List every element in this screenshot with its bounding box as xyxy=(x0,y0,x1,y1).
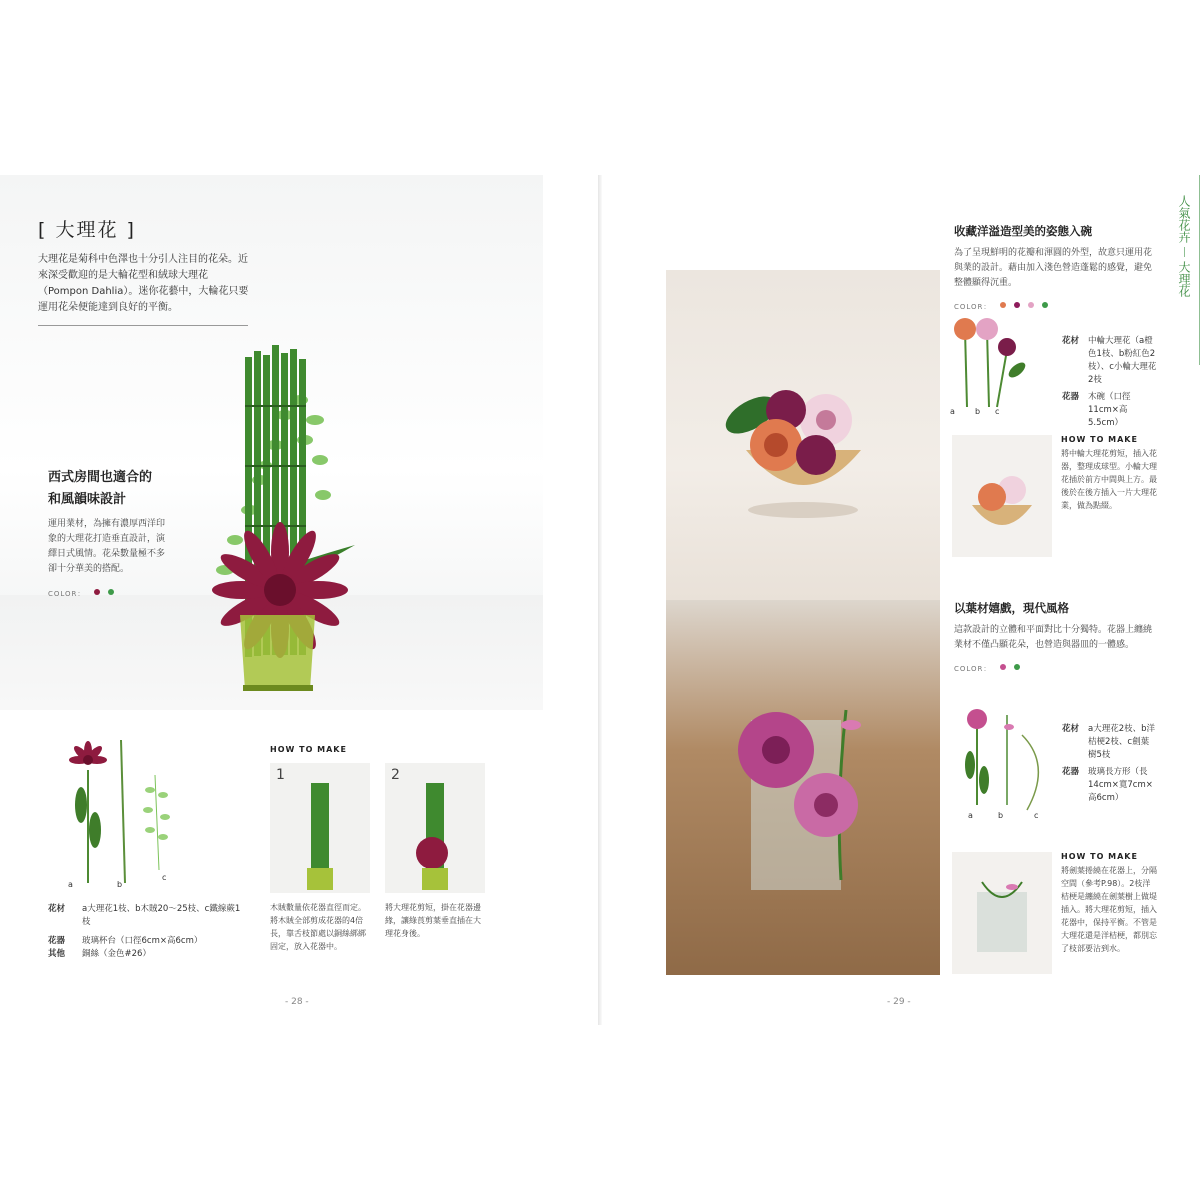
color-dot-pink xyxy=(1028,302,1034,308)
chapter-sub-name: 大理花 xyxy=(1177,261,1191,297)
bowl-section xyxy=(954,220,1154,313)
material-key: 花器 xyxy=(48,936,66,946)
how-to-make-heading: HOW TO MAKE xyxy=(1061,852,1138,861)
side-tab-divider xyxy=(1184,247,1185,257)
stem-label-c: c xyxy=(995,407,1000,416)
color-label: COLOR： xyxy=(954,303,992,311)
materials-row xyxy=(48,903,248,929)
horsetail-bundle-icon xyxy=(305,783,335,891)
color-label: COLOR： xyxy=(954,665,992,673)
how-to-make-heading: HOW TO MAKE xyxy=(270,745,347,754)
material-key: 花材 xyxy=(1062,724,1080,734)
material-value: 中輪大理花（a橙色1枝、b粉紅色2枝）、c小輪大理花2枝 xyxy=(1088,336,1157,385)
intro-text: 大理花是菊科中色澤也十分引人注目的花朵。近來深受歡迎的是大輪花型和絨球大理花（Pompon Dahlia）。迷你花藝中，大輪花只要運用花朵便能達到良好的平衡。 xyxy=(38,254,249,313)
glass-how-to-photo xyxy=(952,852,1052,974)
material-value: a大理花2枝、b洋桔梗2枝、c劍葉樹5枝 xyxy=(1088,724,1156,760)
bowl-materials-table xyxy=(1062,335,1157,430)
glass-how-to-text: 將劍葉捲繞在花器上，分隔空間（參考P.98）。2枝洋桔梗是纏繞在劍葉樹上做堤插入。將大理花剪短，插入花器中，保持平衡。不管是大理花還是洋桔梗，都別忘了枝部要沾到水。 xyxy=(1061,866,1157,953)
how-to-make-heading: HOW TO MAKE xyxy=(1061,435,1138,444)
glass-color-swatches xyxy=(954,656,1154,675)
color-dot-magenta xyxy=(1000,664,1006,670)
section-title-line-2: 和風韻味設計 xyxy=(48,492,127,507)
bowl-steps-illustration xyxy=(952,435,1052,557)
step-2 xyxy=(385,763,485,940)
material-key: 其他 xyxy=(48,949,66,959)
material-value: a大理花1枝、b木賊20〜25枝、c鐵線蕨1枝 xyxy=(82,904,241,927)
stem-label-a: a xyxy=(68,880,73,889)
bowl-materials-photo xyxy=(947,315,1042,415)
bowl-section-title: 收藏洋溢造型美的姿態入碗 xyxy=(954,224,1092,238)
color-dot-green xyxy=(1042,302,1048,308)
bowl-arrangement-photo xyxy=(666,270,940,600)
step-number: 1 xyxy=(276,767,285,783)
divider xyxy=(38,325,248,326)
materials-row xyxy=(1062,723,1157,762)
materials-row xyxy=(48,935,248,948)
right-page xyxy=(602,175,1200,1025)
chapter-side-tab xyxy=(1168,195,1200,297)
section-title-line-1: 西式房間也適合的 xyxy=(48,470,153,485)
material-key: 花器 xyxy=(1062,392,1080,402)
stem-label-a: a xyxy=(950,407,955,416)
stem-label-b: b xyxy=(117,880,123,889)
bowl-color-swatches xyxy=(954,294,1154,313)
arrangement-description xyxy=(48,467,173,600)
stem-label-c: c xyxy=(1034,811,1039,820)
glass-how-to xyxy=(1061,852,1157,955)
left-page xyxy=(0,175,598,1025)
chapter-name: 人氣花卉 xyxy=(1177,195,1191,243)
material-value: 玻璃杯台（口徑6cm×高6cm） xyxy=(82,936,203,946)
stem-label-c: c xyxy=(162,873,167,882)
materials-row xyxy=(1062,391,1157,430)
color-swatches xyxy=(48,581,173,600)
glass-arrangement-photo xyxy=(666,600,940,975)
materials-photo xyxy=(55,735,185,885)
stem-label-a: a xyxy=(968,811,973,820)
material-key: 花器 xyxy=(1062,767,1080,777)
step-2-text: 將大理花剪短，掛在花器邊緣，讓綠莨剪葉垂直插在大理花身後。 xyxy=(385,903,481,938)
page-number: - 28 - xyxy=(285,997,309,1007)
step-1-text: 木賊數量依花器直徑而定。將木賊全部剪成花器的4倍長，靠舌枝節處以銅絲綁綁固定，放入花器中。 xyxy=(270,903,366,951)
dahlia-horsetail-arrangement-photo xyxy=(205,345,395,700)
stem-label-b: b xyxy=(998,811,1004,820)
glass-materials-table xyxy=(1062,723,1157,805)
bowl-how-to xyxy=(1061,435,1157,512)
dahlia-in-glass-icon xyxy=(410,783,460,891)
materials-table xyxy=(48,903,248,961)
material-key: 花材 xyxy=(48,904,66,914)
glass-section-body: 這款設計的立體和平面對比十分獨特。花器上纏繞業材不僅凸顯花朵，也營造與器皿的一體感。 xyxy=(954,625,1153,650)
glass-section xyxy=(954,597,1154,675)
page-number: - 29 - xyxy=(887,997,911,1007)
color-dot-burgundy xyxy=(94,589,100,595)
step-1-photo xyxy=(270,763,370,893)
step-1 xyxy=(270,763,370,953)
materials-row xyxy=(1062,766,1157,805)
page-title: [ 大理花 ] xyxy=(38,219,136,241)
bowl-how-to-photo xyxy=(952,435,1052,557)
material-value: 木碗（口徑11cm×高5.5cm） xyxy=(1088,392,1131,428)
color-dot-orange xyxy=(1000,302,1006,308)
bowl-how-to-text: 將中輪大理花剪短，插入花器，整理成球型。小輪大理花插於前方中間與上方。最後於在後方插入一片大理花業，做為點綴。 xyxy=(1061,449,1157,510)
bowl-dahlias-illustration xyxy=(666,270,940,600)
step-number: 2 xyxy=(391,767,400,783)
material-value: 銅絲（金色#26） xyxy=(82,949,151,959)
glass-materials-photo xyxy=(952,705,1052,815)
glass-steps-illustration xyxy=(952,852,1052,974)
color-dot-green xyxy=(108,589,114,595)
stem-label-b: b xyxy=(975,407,981,416)
materials-row xyxy=(48,948,248,961)
color-dot-plum xyxy=(1014,302,1020,308)
glass-dahlias-illustration xyxy=(666,600,940,975)
bowl-section-body: 為了呈現鮮明的花瓣和渾圓的外型，故意只運用花與業的設計。藉由加入淺色營造蓬鬆的感覺，避免整體顯得沉重。 xyxy=(954,248,1153,288)
material-key: 花材 xyxy=(1062,336,1080,346)
color-dot-green xyxy=(1014,664,1020,670)
material-value: 玻璃長方形（長14cm×寬7cm×高6cm） xyxy=(1088,767,1153,803)
color-label: COLOR： xyxy=(48,590,86,598)
intro-block xyxy=(38,215,253,316)
section-body: 運用業材，為擁有濃厚西洋印象的大理花打造垂直設計，演繹日式風情。花朵數量極不多卻十分華美的搭配。 xyxy=(48,519,166,574)
glass-section-title: 以葉材嬉戲，現代風格 xyxy=(954,601,1069,615)
materials-row xyxy=(1062,335,1157,387)
step-2-photo xyxy=(385,763,485,893)
